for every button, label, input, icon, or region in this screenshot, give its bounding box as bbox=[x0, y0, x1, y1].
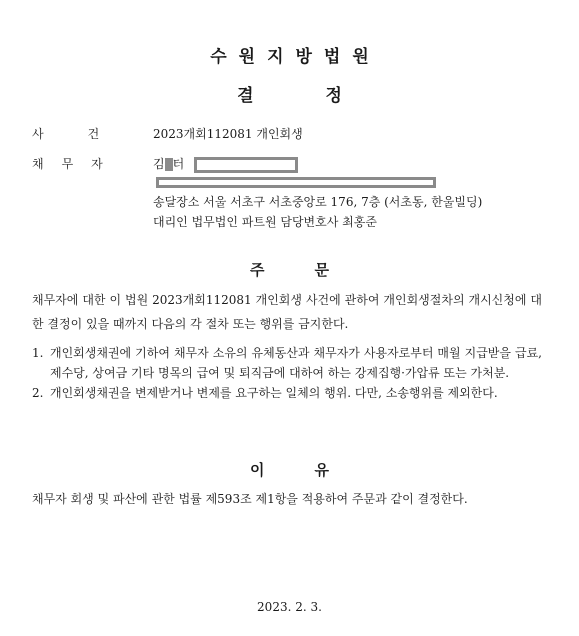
court-name: 수원지방법원 bbox=[210, 47, 381, 67]
redaction-box bbox=[194, 157, 298, 173]
list-item bbox=[32, 383, 542, 403]
reason-text: 채무자 회생 및 파산에 관한 법률 제593조 제1항을 적용하여 주문과 같이 결정한다. bbox=[32, 492, 468, 506]
order-heading: 주문 bbox=[250, 261, 379, 279]
delivery-address: 송달장소 서울 서초구 서초중앙로 176, 7층 (서초동, 한울빌딩) bbox=[153, 195, 483, 209]
order-items-list bbox=[32, 343, 542, 403]
list-item-text: 개인회생채권에 기하여 채무자 소유의 유체동산과 채무자가 사용자로부터 매월 지급받을 급료, 제수당, 상여금 기타 명목의 급여 및 퇴직금에 대하여 하는 강제집행·가압류 또는 가처분. bbox=[50, 346, 542, 380]
case-value: 2023개회112081 개인회생 bbox=[153, 127, 303, 141]
debtor-name-first: 김 bbox=[153, 157, 165, 171]
list-item-number: 2. bbox=[32, 386, 44, 400]
reason-heading: 이유 bbox=[250, 461, 379, 479]
legal-agent: 대리인 법무법인 파트원 담당변호사 최홍준 bbox=[153, 215, 377, 229]
redaction-box-address bbox=[156, 177, 436, 188]
case-label: 사건 bbox=[32, 127, 144, 141]
decision-date: 2023. 2. 3. bbox=[257, 600, 322, 614]
list-item-text: 개인회생채권을 변제받거나 변제를 요구하는 일체의 행위. 다만, 소송행위를 제외한다. bbox=[50, 386, 498, 400]
redaction-mark bbox=[165, 158, 173, 171]
debtor-label: 채무자 bbox=[32, 157, 121, 171]
list-item bbox=[32, 343, 542, 383]
debtor-name bbox=[153, 155, 298, 173]
list-item-number: 1. bbox=[32, 346, 44, 360]
document-type-title: 결정 bbox=[237, 86, 414, 106]
debtor-name-last: 터 bbox=[172, 157, 185, 171]
order-text: 채무자에 대한 이 법원 2023개회112081 개인회생 사건에 관하여 개인회생절차의 개시신청에 대한 결정이 있을 때까지 다음의 각 절차 또는 행위를 금지한다. bbox=[32, 293, 542, 331]
